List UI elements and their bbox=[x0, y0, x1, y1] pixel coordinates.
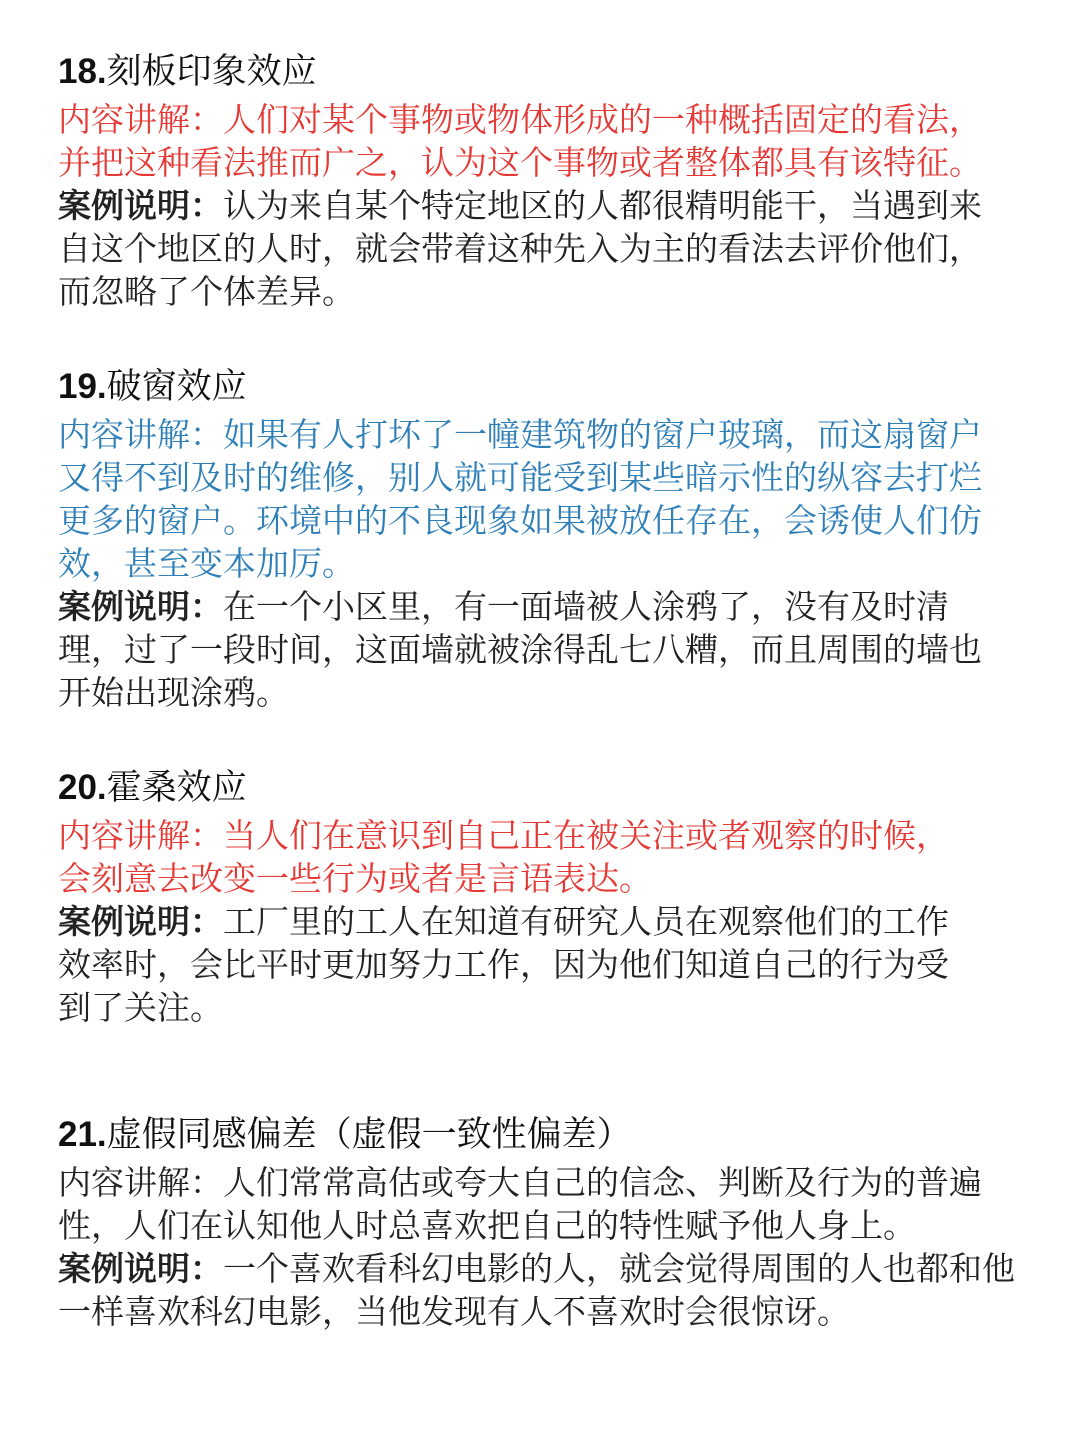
section-18 bbox=[58, 46, 1018, 313]
content-label: 内容讲解： bbox=[58, 816, 223, 855]
section-20 bbox=[58, 762, 1018, 1029]
content-explanation bbox=[58, 1161, 1028, 1247]
example-text: 在一个小区里，有一面墙被人涂鸦了，没有及时清理，过了一段时间，这面墙就被涂得乱七八糟，而且周围的墙也开始出现涂鸦。 bbox=[58, 587, 982, 712]
section-number: 21. bbox=[58, 1115, 107, 1154]
content-text: 人们常常高估或夸大自己的信念、判断及行为的普遍性，人们在认知他人时总喜欢把自己的特性赋予他人身上。 bbox=[58, 1163, 982, 1245]
section-title bbox=[58, 1109, 1018, 1161]
example-label: 案例说明： bbox=[58, 1249, 223, 1288]
content-label: 内容讲解： bbox=[58, 1163, 223, 1202]
case-example bbox=[58, 585, 993, 714]
example-label: 案例说明： bbox=[58, 587, 223, 626]
example-text: 工厂里的工人在知道有研究人员在观察他们的工作效率时，会比平时更加努力工作，因为他们知道自己的行为受到了关注。 bbox=[58, 902, 949, 1027]
content-text: 当人们在意识到自己正在被关注或者观察的时候，会刻意去改变一些行为或者是言语表达。 bbox=[58, 816, 949, 898]
case-example bbox=[58, 900, 958, 1029]
case-example bbox=[58, 1247, 1028, 1333]
section-name: 虚假同感偏差（虚假一致性偏差） bbox=[106, 1115, 632, 1155]
section-name: 破窗效应 bbox=[106, 367, 247, 407]
section-number: 19. bbox=[58, 367, 107, 406]
example-text: 认为来自某个特定地区的人都很精明能干，当遇到来自这个地区的人时，就会带着这种先入为主的看法去评价他们，而忽略了个体差异。 bbox=[58, 186, 982, 311]
section-title bbox=[58, 46, 1018, 98]
example-text: 一个喜欢看科幻电影的人，就会觉得周围的人也都和他一样喜欢科幻电影，当他发现有人不喜欢时会很惊讶。 bbox=[58, 1249, 1015, 1331]
section-21 bbox=[58, 1109, 1018, 1333]
content-label: 内容讲解： bbox=[58, 415, 223, 454]
content-label: 内容讲解： bbox=[58, 100, 223, 139]
content-explanation bbox=[58, 413, 993, 585]
section-number: 20. bbox=[58, 768, 107, 807]
section-19 bbox=[58, 361, 1018, 714]
example-label: 案例说明： bbox=[58, 186, 223, 225]
section-name: 刻板印象效应 bbox=[106, 52, 317, 92]
content-explanation bbox=[58, 814, 958, 900]
content-explanation bbox=[58, 98, 993, 184]
example-label: 案例说明： bbox=[58, 902, 223, 941]
content-text: 人们对某个事物或物体形成的一种概括固定的看法，并把这种看法推而广之，认为这个事物或者整体都具有该特征。 bbox=[58, 100, 982, 182]
content-text: 如果有人打坏了一幢建筑物的窗户玻璃，而这扇窗户又得不到及时的维修，别人就可能受到某些暗示性的纵容去打烂更多的窗户。环境中的不良现象如果被放任存在，会诱使人们仿效，甚至变本加厉。 bbox=[58, 415, 982, 583]
section-name: 霍桑效应 bbox=[106, 768, 247, 808]
section-title bbox=[58, 361, 1018, 413]
section-number: 18. bbox=[58, 52, 107, 91]
case-example bbox=[58, 184, 993, 313]
section-title bbox=[58, 762, 1018, 814]
